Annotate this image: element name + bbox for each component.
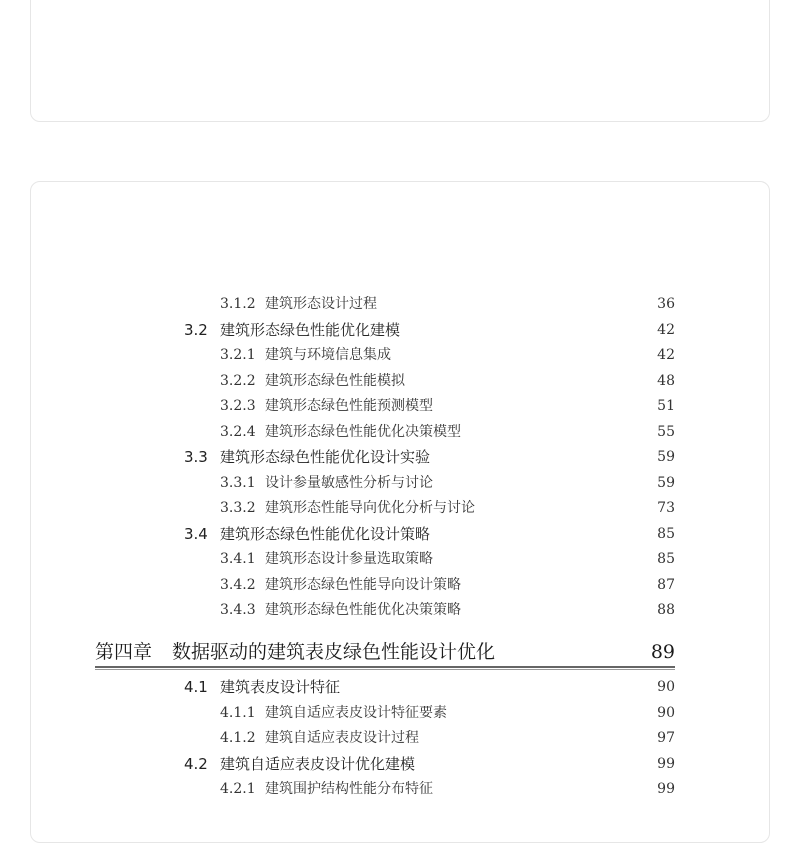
toc-subsection-entry[interactable] bbox=[0, 292, 800, 316]
toc-entry-page: 73 bbox=[657, 500, 675, 516]
toc-entry-number: 3.4.1 bbox=[220, 551, 256, 567]
toc-section-entry[interactable] bbox=[0, 522, 800, 546]
toc-entry-number: 4.2 bbox=[184, 754, 208, 773]
toc-entry-page: 55 bbox=[657, 423, 675, 440]
toc-entry-title: 建筑围护结构性能分布特征 bbox=[265, 781, 433, 797]
toc-entry-title: 建筑形态绿色性能模拟 bbox=[265, 372, 405, 389]
toc-chapter-heading[interactable] bbox=[0, 636, 800, 668]
toc-entry-number: 3.2.3 bbox=[220, 398, 256, 414]
toc-entry-title: 建筑形态绿色性能导向设计策略 bbox=[265, 576, 461, 593]
toc-entry-title: 建筑形态设计过程 bbox=[265, 296, 377, 312]
toc-entry-number: 4.1.1 bbox=[220, 704, 256, 721]
toc-entry-number: 3.4.3 bbox=[220, 602, 256, 618]
toc-chapter-number: 第四章 bbox=[95, 641, 153, 663]
toc-entry-title: 建筑自适应表皮设计优化建模 bbox=[220, 754, 416, 773]
toc-section-entry[interactable] bbox=[0, 752, 800, 776]
toc-entry-page: 59 bbox=[657, 449, 675, 465]
chapter-divider-thick bbox=[95, 666, 675, 668]
toc-entry-number: 3.2.4 bbox=[220, 423, 256, 440]
toc-entry-number: 3.3 bbox=[184, 448, 208, 466]
toc-entry-title: 建筑形态绿色性能优化决策策略 bbox=[265, 602, 461, 618]
toc-subsection-entry[interactable] bbox=[0, 573, 800, 597]
toc-entry-page: 42 bbox=[657, 347, 675, 363]
toc-entry-page: 85 bbox=[657, 525, 675, 542]
toc-entry-number: 4.1 bbox=[184, 678, 208, 696]
toc-entry-number: 3.2.1 bbox=[220, 347, 256, 363]
toc-entry-page: 42 bbox=[657, 321, 675, 338]
toc-entry-title: 建筑表皮设计特征 bbox=[220, 678, 341, 696]
toc-entry-title: 建筑自适应表皮设计过程 bbox=[265, 730, 419, 746]
toc-entry-number: 3.1.2 bbox=[220, 296, 256, 312]
toc-entry-page: 90 bbox=[657, 679, 675, 695]
toc-subsection-entry[interactable] bbox=[0, 394, 800, 418]
previous-page-card bbox=[30, 0, 770, 122]
toc-entry-number: 3.2 bbox=[184, 320, 208, 339]
toc-entry-number: 3.2.2 bbox=[220, 372, 256, 389]
toc-section-entry[interactable] bbox=[0, 318, 800, 342]
toc-subsection-entry[interactable] bbox=[0, 496, 800, 520]
toc-entry-title: 建筑形态设计参量选取策略 bbox=[265, 551, 433, 567]
toc-entry-number: 4.2.1 bbox=[220, 781, 256, 797]
toc-entry-page: 97 bbox=[657, 730, 675, 746]
toc-entry-page: 59 bbox=[657, 474, 675, 491]
toc-entry-title: 建筑自适应表皮设计特征要素 bbox=[265, 704, 447, 721]
toc-subsection-entry[interactable] bbox=[0, 726, 800, 750]
toc-entry-number: 4.1.2 bbox=[220, 730, 256, 746]
toc-entry-page: 99 bbox=[657, 781, 675, 797]
toc-subsection-entry[interactable] bbox=[0, 547, 800, 571]
toc-entry-title: 建筑形态绿色性能优化设计策略 bbox=[220, 524, 431, 543]
toc-entry-page: 99 bbox=[657, 755, 675, 772]
toc-subsection-entry[interactable] bbox=[0, 701, 800, 725]
toc-chapter-title: 数据驱动的建筑表皮绿色性能设计优化 bbox=[172, 641, 496, 663]
toc-entry-title: 建筑形态绿色性能优化决策模型 bbox=[265, 423, 461, 440]
toc-entry-page: 48 bbox=[657, 372, 675, 389]
toc-entry-title: 建筑形态绿色性能优化设计实验 bbox=[220, 448, 431, 466]
toc-subsection-entry[interactable] bbox=[0, 598, 800, 622]
toc-entry-page: 90 bbox=[657, 704, 675, 721]
toc-entry-number: 3.4.2 bbox=[220, 576, 256, 593]
toc-entry-page: 36 bbox=[657, 296, 675, 312]
toc-subsection-entry[interactable] bbox=[0, 369, 800, 393]
toc-subsection-entry[interactable] bbox=[0, 471, 800, 495]
toc-entry-title: 设计参量敏感性分析与讨论 bbox=[265, 474, 433, 491]
toc-entry-number: 3.4 bbox=[184, 524, 208, 543]
toc-chapter-page: 89 bbox=[650, 641, 675, 663]
toc-subsection-entry[interactable] bbox=[0, 777, 800, 801]
toc-entry-number: 3.3.1 bbox=[220, 474, 256, 491]
toc-entry-title: 建筑形态绿色性能预测模型 bbox=[265, 398, 433, 414]
toc-entry-page: 85 bbox=[657, 551, 675, 567]
toc-entry-page: 87 bbox=[657, 576, 675, 593]
toc-section-entry[interactable] bbox=[0, 445, 800, 469]
toc-entry-page: 88 bbox=[657, 602, 675, 618]
toc-entry-number: 3.3.2 bbox=[220, 500, 256, 516]
toc-section-entry[interactable] bbox=[0, 675, 800, 699]
toc-subsection-entry[interactable] bbox=[0, 420, 800, 444]
toc-subsection-entry[interactable] bbox=[0, 343, 800, 367]
chapter-divider-thin bbox=[95, 669, 675, 670]
toc-entry-page: 51 bbox=[657, 398, 675, 414]
toc-entry-title: 建筑与环境信息集成 bbox=[265, 347, 391, 363]
toc-entry-title: 建筑形态性能导向优化分析与讨论 bbox=[265, 500, 475, 516]
toc-entry-title: 建筑形态绿色性能优化建模 bbox=[220, 320, 401, 339]
